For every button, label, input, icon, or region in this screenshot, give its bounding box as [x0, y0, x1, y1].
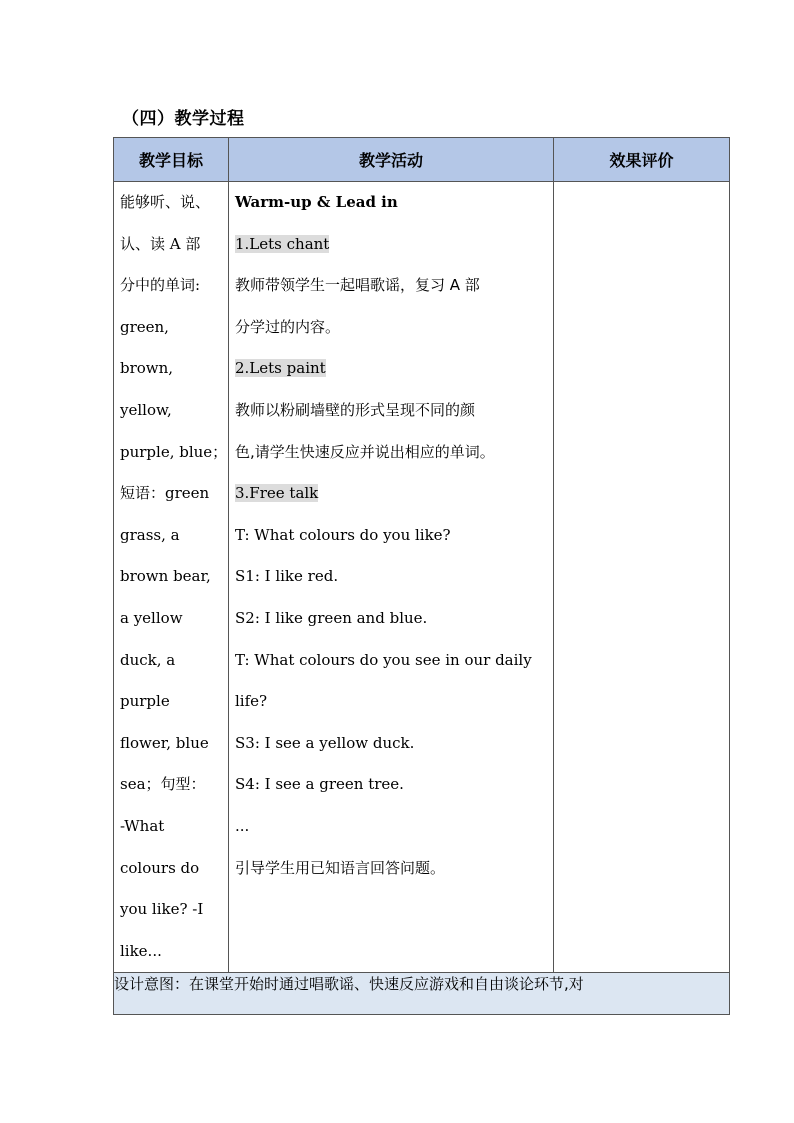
goal-line-text: brown, [120, 359, 174, 378]
goal-line-text-line [120, 390, 228, 432]
goal-line-text: 短语：green [120, 484, 210, 503]
goal-line-text-line [120, 515, 228, 557]
activity-line-text: 2.Lets paint [235, 359, 326, 378]
activity-line-text-line [235, 806, 553, 848]
activity-line-text-line [235, 182, 553, 224]
goal-line-text-line [120, 848, 228, 890]
goal-line-text: like... [120, 941, 162, 960]
goal-line-text: 能够听、说、 [120, 193, 211, 211]
goal-line-text-line [120, 473, 228, 515]
activity-line-text-line [235, 723, 553, 765]
goal-line-text-line [120, 182, 228, 224]
activity-line-text-line [235, 390, 553, 432]
evaluation-line-text-line [560, 390, 729, 432]
goal-line-text: grass, a [120, 525, 180, 544]
activity-line-text: S4: I see a green tree. [235, 775, 404, 794]
goal-line-text: flower, blue [120, 733, 209, 752]
goal-line-text: green, [120, 317, 169, 336]
goal-line-text: a yellow [120, 608, 183, 627]
activity-line-text: 3.Free talk [235, 484, 319, 503]
activity-line-text: 教师带领学生一起唱歌谣，复习 A 部 [235, 276, 480, 295]
footer-row [114, 973, 730, 1015]
activity-line-text: ... [235, 816, 250, 835]
header-activity: 教学活动 [229, 138, 554, 182]
goal-line-text-line [120, 432, 228, 474]
activity-cell [229, 182, 554, 973]
activity-line-text-line [235, 432, 553, 474]
teaching-process-table [113, 137, 730, 1015]
activity-line-text-line [235, 848, 553, 890]
activity-line-text: life? [235, 692, 268, 711]
activity-line-text-line [235, 515, 553, 557]
activity-line-text: S3: I see a yellow duck. [235, 733, 415, 752]
evaluation-line-text-line [560, 224, 729, 266]
activity-line-text: 色,请学生快速反应并说出相应的单词。 [235, 442, 495, 461]
goal-line-text: colours do [120, 858, 200, 877]
goal-list [114, 182, 228, 972]
goal-line-text: sea；句型： [120, 775, 206, 794]
activity-line-text: 引导学生用已知语言回答问题。 [235, 858, 446, 877]
goal-line-text: 认、读 A 部 [120, 234, 201, 253]
section-title: （四）教学过程 [122, 109, 245, 129]
activity-line-text-line [235, 265, 553, 307]
evaluation-list [554, 182, 729, 557]
activity-line-text-line [235, 348, 553, 390]
goal-line-text: 分中的单词: [120, 276, 201, 295]
goal-line-text: brown bear, [120, 567, 211, 586]
activity-line-text: 1.Lets chant [235, 234, 330, 253]
evaluation-line-text-line [560, 432, 729, 474]
design-intent: 设计意图：在课堂开始时通过唱歌谣、快速反应游戏和自由谈论环节,对 [114, 973, 730, 1015]
evaluation-line-text-line [560, 515, 729, 557]
body-row [114, 182, 730, 973]
activity-line-text-line [235, 307, 553, 349]
activity-line-text-line [235, 598, 553, 640]
header-evaluation: 效果评价 [554, 138, 730, 182]
activity-list [229, 182, 553, 889]
goal-line-text: duck, a [120, 650, 176, 669]
activity-line-text: 分学过的内容。 [235, 317, 341, 336]
goal-line-text: you like? -I [120, 900, 204, 919]
goal-line-text-line [120, 556, 228, 598]
activity-line-text-line [235, 556, 553, 598]
activity-line-text: 教师以粉刷墙壁的形式呈现不同的颜 [235, 400, 476, 419]
header-goal: 教学目标 [114, 138, 229, 182]
activity-line-text: S1: I like red. [235, 567, 339, 586]
goal-line-text: -What [120, 816, 165, 835]
goal-line-text-line [120, 806, 228, 848]
activity-line-text-line [235, 473, 553, 515]
goal-line-text-line [120, 348, 228, 390]
goal-line-text: purple, blue； [120, 442, 228, 461]
evaluation-cell [554, 182, 730, 973]
goal-cell [114, 182, 229, 973]
activity-line-text: T: What colours do you like? [235, 525, 451, 544]
goal-line-text-line [120, 764, 228, 806]
header-row [114, 138, 730, 182]
goal-line-text: yellow, [120, 400, 172, 419]
activity-line-text-line [235, 224, 553, 266]
activity-line-text-line [235, 681, 553, 723]
goal-line-text-line [120, 931, 228, 973]
evaluation-line-text-line [560, 474, 729, 516]
goal-line-text-line [120, 598, 228, 640]
evaluation-line-text-line [560, 266, 729, 308]
activity-line-text: T: What colours do you see in our daily [235, 650, 532, 669]
goal-line-text-line [120, 681, 228, 723]
goal-line-text-line [120, 723, 228, 765]
activity-line-text-line [235, 764, 553, 806]
activity-line-text: S2: I like green and blue. [235, 608, 428, 627]
evaluation-line-text-line [560, 307, 729, 349]
goal-line-text-line [120, 889, 228, 931]
goal-line-text-line [120, 640, 228, 682]
activity-line-text-line [235, 640, 553, 682]
evaluation-line-text-line [560, 349, 729, 391]
goal-line-text: purple [120, 692, 170, 711]
activity-line-text: Warm-up & Lead in [235, 193, 398, 211]
goal-line-text-line [120, 265, 228, 307]
goal-line-text-line [120, 307, 228, 349]
goal-line-text-line [120, 224, 228, 266]
